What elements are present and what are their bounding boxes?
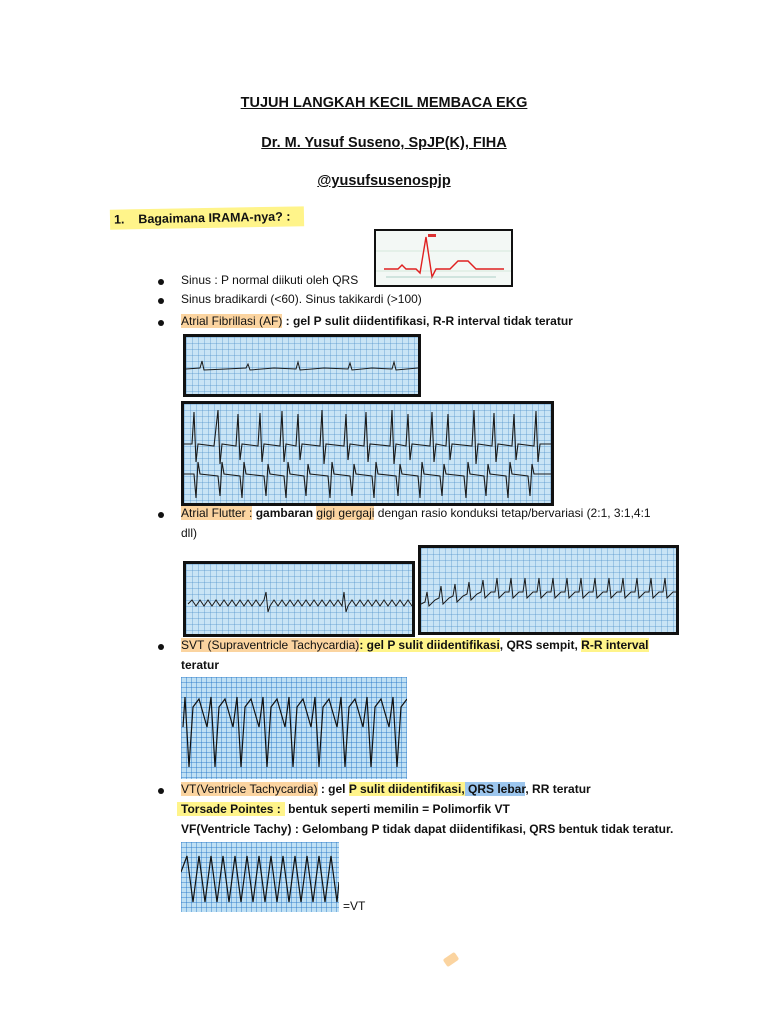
af-name: Atrial Fibrillasi (AF) [181,314,283,328]
bullet [158,298,164,304]
document-title: TUJUH LANGKAH KECIL MEMBACA EKG [240,95,528,111]
sinus-text: Sinus : P normal diikuti oleh QRS [181,273,359,287]
flutter-ekg-strip-2 [418,545,679,635]
vt-desc-a: : gel [317,782,349,796]
svt-desc-b: , QRS sempit, [499,638,582,652]
flutter-desc-b: dengan rasio konduksi tetap/bervariasi (2:1, 3:1,4:1 [374,506,651,520]
torsade-name: Torsade Pointes : [177,802,285,816]
flutter-line [181,505,701,521]
sinus-ekg-image [374,229,513,287]
bullet [158,512,164,518]
vt-ekg-strip [181,842,339,912]
flutter-desc-c: dll) [181,526,198,540]
svt-desc-highlight: R-R interval [581,638,649,652]
svt-desc-c: teratur [181,658,220,672]
svt-name: SVT (Supraventricle Tachycardia) [181,638,360,652]
flutter-desc-a: gambaran [252,506,317,520]
bullet [158,788,164,794]
torsade-description: bentuk seperti memilin = Polimorfik VT [284,802,510,816]
flutter-ekg-strip-1 [183,561,415,637]
bradikardi-text: Sinus bradikardi (<60). Sinus takikardi (>100) [181,292,422,306]
flutter-name: Atrial Flutter : [181,506,253,520]
bullet [158,320,164,326]
vt-name: VT(Ventricle Tachycardia) [181,782,318,796]
vt-desc-b: , RR teratur [525,782,591,796]
af-ekg-strip-1 [183,334,421,397]
bullet [158,644,164,650]
flutter-desc-highlight: gigi gergaji [316,506,375,520]
vt-label: =VT [343,899,366,913]
svt-desc-a: : gel P sulit diidentifikasi [359,638,500,652]
section-number: 1. [113,212,125,227]
svt-line [181,637,649,653]
author-handle: @yusufsusenospjp [317,173,451,189]
section-label: Bagaimana IRAMA-nya? : [138,209,291,227]
vf-text: VF(Ventricle Tachy) : Gelombang P tidak dapat diidentifikasi, QRS bentuk tidak teratur. [181,822,674,836]
vt-desc-blue: QRS lebar [464,782,526,796]
author-name: Dr. M. Yusuf Suseno, SpJP(K), FIHA [261,135,507,151]
bullet [158,279,164,285]
svt-ekg-strip [181,677,407,779]
af-description: : gel P sulit diidentifikasi, R-R interval tidak teratur [282,314,573,328]
vt-desc-highlight: P sulit diidentifikasi, [348,782,465,796]
af-ekg-strip-2 [181,401,554,506]
vt-line [181,781,591,797]
section-1-heading [110,206,305,229]
af-line [181,313,573,329]
torsade-line [181,801,510,817]
highlighter-mark [443,952,460,967]
